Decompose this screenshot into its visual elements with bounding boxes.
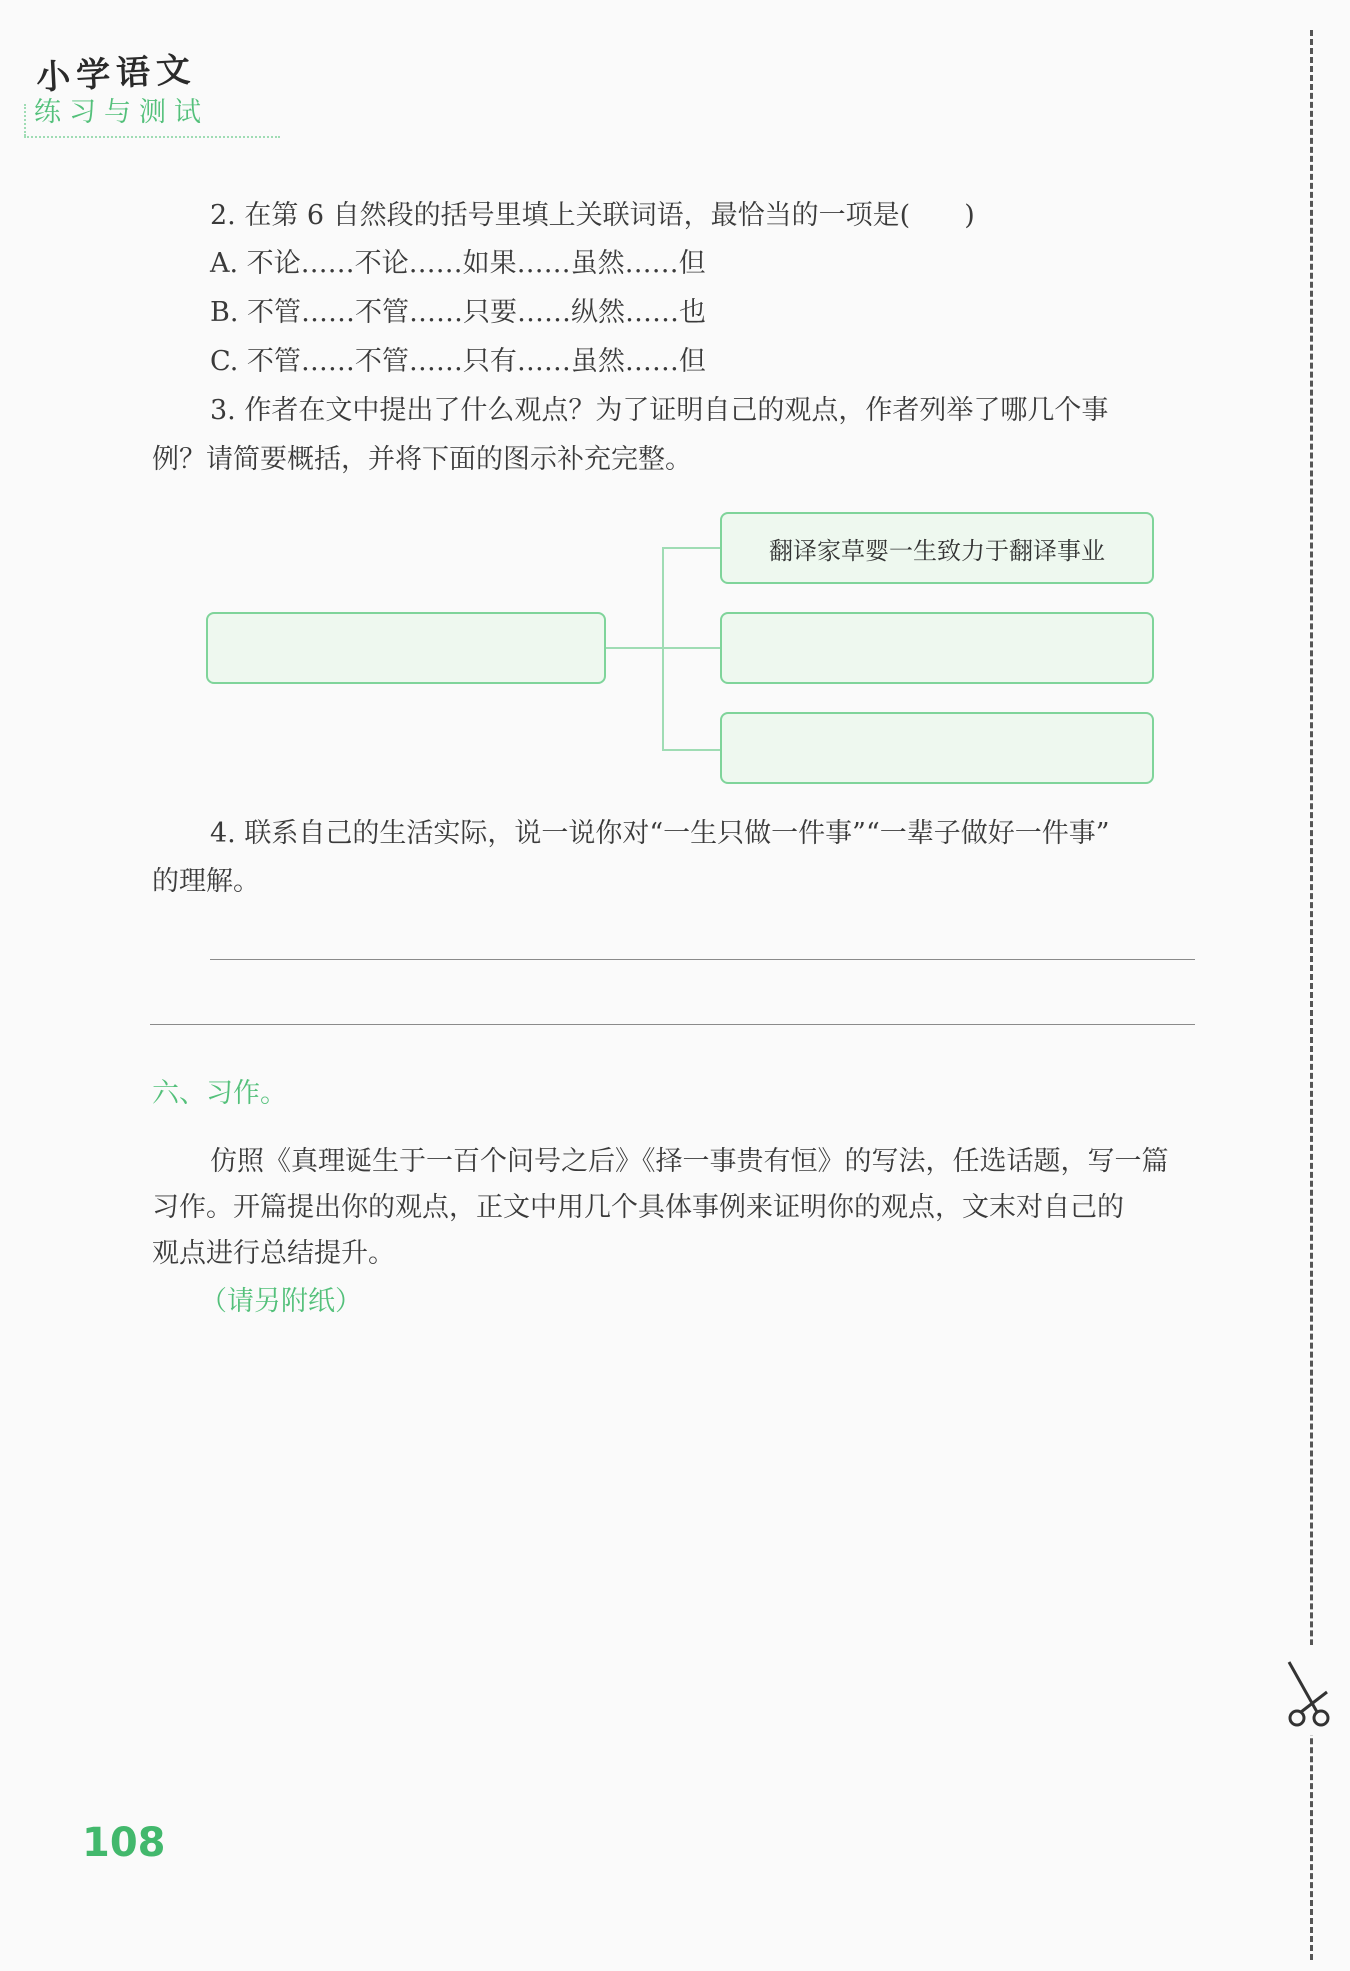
question-2-prompt: 2. 在第 6 自然段的括号里填上关联词语，最恰当的一项是( ) — [210, 200, 975, 231]
connector-trunk — [662, 547, 664, 750]
question-2-option-b: B. 不管……不管……只要……纵然……也 — [210, 297, 707, 328]
section-6-heading: 六、习作。 — [152, 1078, 287, 1109]
question-4-line-2: 的理解。 — [152, 866, 260, 897]
diagram-branch-box-2[interactable] — [720, 612, 1154, 684]
answer-line-2[interactable] — [150, 1024, 1195, 1025]
question-2-option-a: A. 不论……不论……如果……虽然……但 — [210, 248, 706, 279]
page-number: 108 — [82, 1820, 166, 1866]
question-4-line-1: 4. 联系自己的生活实际，说一说你对“一生只做一件事”“一辈子做好一件事” — [210, 818, 1110, 849]
diagram-branch-box-1-text: 翻译家草婴一生致力于翻译事业 — [769, 536, 1105, 565]
scissors-icon — [1283, 1660, 1333, 1730]
section-6-line-2: 习作。开篇提出你的观点，正文中用几个具体事例来证明你的观点，文末对自己的 — [152, 1192, 1124, 1223]
diagram-branch-box-3[interactable] — [720, 712, 1154, 784]
section-6-note: （请另附纸） — [200, 1286, 362, 1317]
section-6-line-1: 仿照《真理诞生于一百个问号之后》《择一事贵有恒》的写法，任选话题，写一篇 — [210, 1146, 1169, 1177]
diagram-branch-box-1 — [720, 512, 1154, 584]
brand-underline — [24, 136, 280, 138]
brand-frame-edge — [24, 104, 26, 136]
connector-branch-3 — [662, 749, 720, 751]
question-2-option-c: C. 不管……不管……只有……虽然……但 — [210, 346, 706, 377]
section-6-line-3: 观点进行总结提升。 — [152, 1238, 395, 1269]
question-3-line-2: 例？请简要概括，并将下面的图示补充完整。 — [152, 444, 692, 475]
brand-subtitle: 练习与测试 — [34, 97, 209, 128]
diagram-branch-box-2-text — [722, 614, 1152, 682]
question-3-line-1: 3. 作者在文中提出了什么观点？为了证明自己的观点，作者列举了哪几个事 — [210, 395, 1109, 426]
answer-line-1[interactable] — [210, 959, 1195, 960]
diagram-main-box[interactable] — [206, 612, 606, 684]
diagram-main-box-text — [208, 614, 604, 682]
connector-branch-1 — [662, 547, 720, 549]
brand-title: 小学语文 — [35, 49, 198, 99]
diagram-branch-box-3-text — [722, 714, 1152, 782]
